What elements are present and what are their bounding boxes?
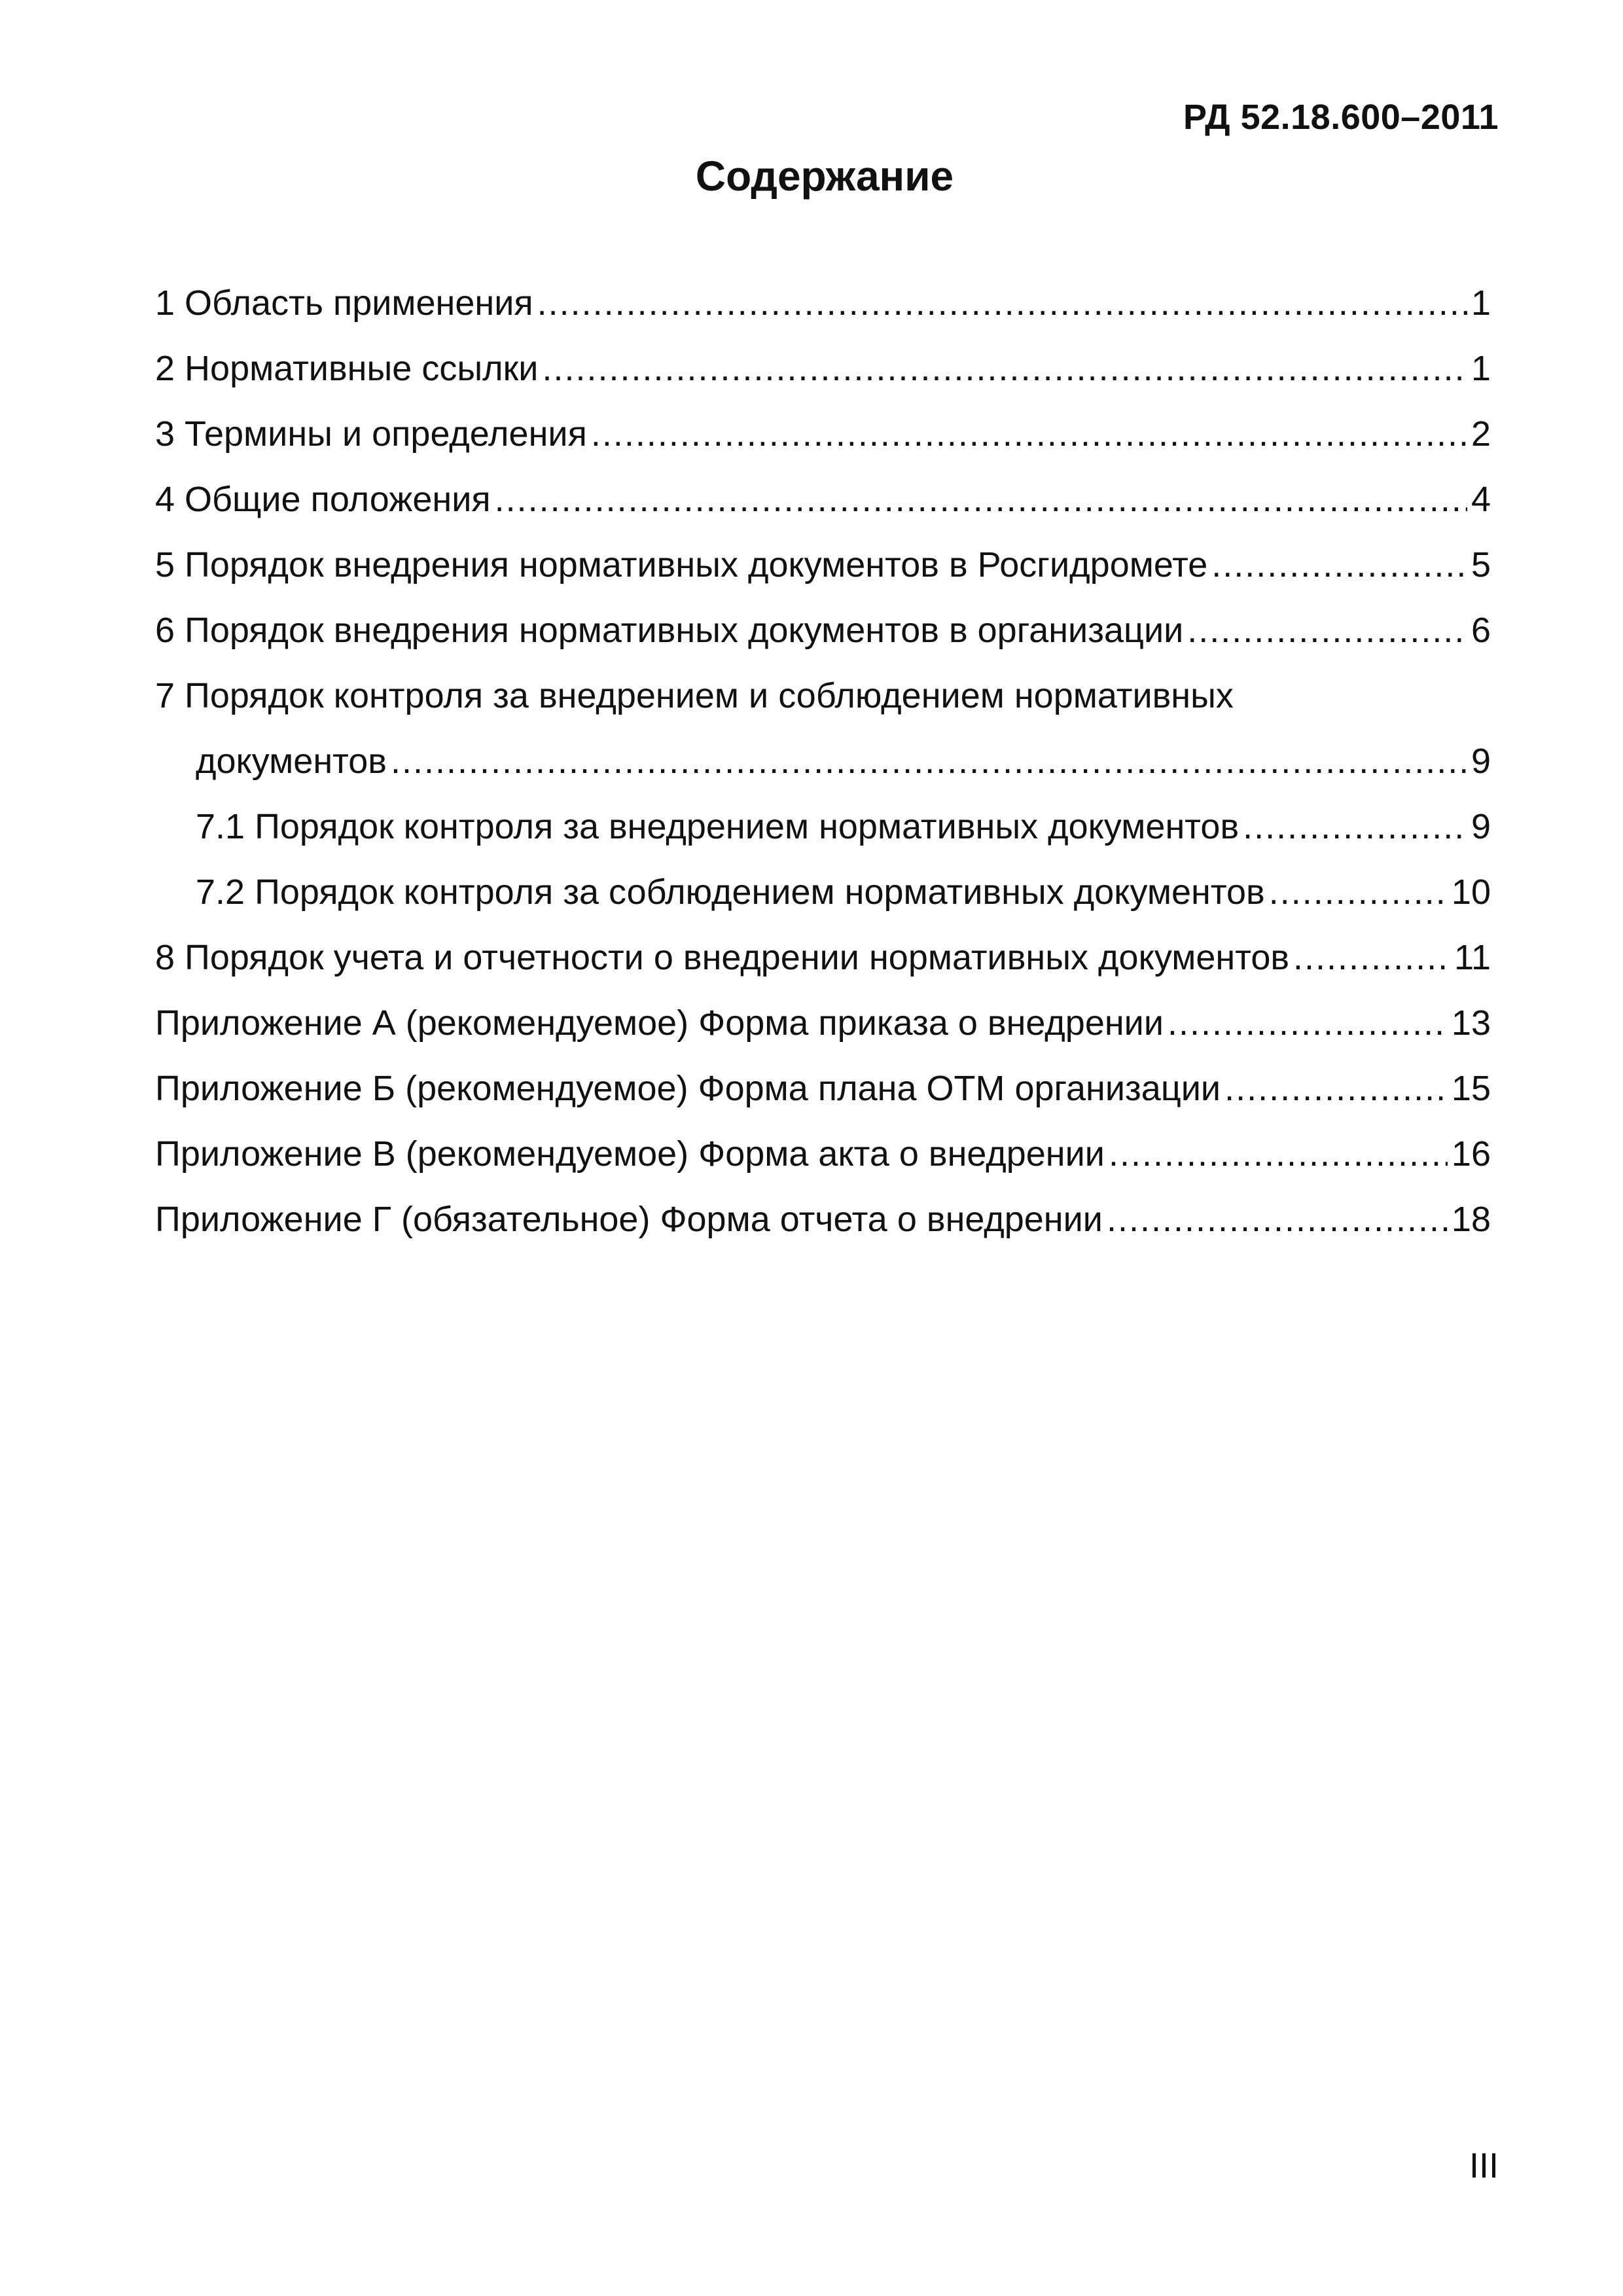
toc-entry[interactable] [155, 545, 1491, 610]
toc-entry-page: 9 [1471, 807, 1491, 846]
toc-entry[interactable] [155, 937, 1491, 1003]
dot-leader [1168, 1003, 1448, 1043]
toc-entry-label: 6 Порядок внедрения нормативных документов в организации [155, 611, 1184, 650]
toc-entry-label: 1 Область применения [155, 283, 533, 323]
dot-leader [542, 348, 1467, 389]
toc-entry[interactable] [155, 1134, 1491, 1199]
toc-entry-label: 8 Порядок учета и отчетности о внедрении нормативных документов [155, 938, 1290, 977]
toc-entry-label: 5 Порядок внедрения нормативных документов в Росгидромете [155, 545, 1208, 584]
toc-entry-label: 3 Термины и определения [155, 414, 587, 454]
toc-entry-page: 5 [1471, 545, 1491, 584]
toc-entry-page: 11 [1454, 938, 1491, 977]
toc-entry-label: Приложение В (рекомендуемое) Форма акта о внедрении [155, 1134, 1105, 1174]
toc-entry-page: 16 [1451, 1134, 1491, 1174]
toc-entry-page: 9 [1471, 742, 1491, 781]
toc-entry-page: 4 [1471, 480, 1491, 519]
dot-leader [1243, 806, 1467, 847]
toc-entry[interactable] [155, 479, 1491, 545]
dot-leader [1293, 937, 1450, 978]
toc-subentry[interactable] [155, 872, 1491, 937]
toc-subentry[interactable] [155, 806, 1491, 872]
dot-leader [1107, 1199, 1448, 1240]
page-number: III [1469, 2146, 1499, 2185]
dot-leader [1269, 872, 1448, 912]
toc-entry-label: 4 Общие положения [155, 480, 491, 519]
toc-entry[interactable] [155, 348, 1491, 414]
dot-leader [591, 414, 1467, 454]
dot-leader [391, 741, 1467, 781]
dot-leader [1211, 545, 1467, 585]
toc-entry[interactable] [155, 283, 1491, 348]
document-code: РД 52.18.600–2011 [1183, 98, 1499, 137]
toc-entry-label: 7.1 Порядок контроля за внедрением нормативных документов [196, 807, 1240, 846]
dot-leader [1187, 610, 1467, 651]
dot-leader [1109, 1134, 1448, 1174]
toc-entry[interactable] [155, 610, 1491, 675]
toc-entry[interactable] [155, 414, 1491, 479]
toc-entry-label-continued: документов [196, 742, 387, 781]
toc-entry-label: 7 Порядок контроля за внедрением и соблюдением нормативных [155, 676, 1234, 715]
toc-entry-page: 15 [1451, 1069, 1491, 1108]
toc-entry-page: 10 [1451, 872, 1491, 912]
toc-entry-page: 1 [1471, 349, 1491, 388]
dot-leader [1224, 1068, 1448, 1109]
toc-entry-page: 2 [1471, 414, 1491, 454]
toc-entry-label: 2 Нормативные ссылки [155, 349, 539, 388]
table-of-contents [155, 283, 1491, 1265]
toc-entry[interactable] [155, 1003, 1491, 1068]
toc-entry-label: Приложение Б (рекомендуемое) Форма плана ОТМ организации [155, 1069, 1221, 1108]
page-title: Содержание [695, 152, 954, 200]
toc-entry-page: 18 [1451, 1200, 1491, 1239]
toc-entry[interactable] [155, 675, 1491, 806]
toc-entry-page: 13 [1451, 1003, 1491, 1043]
toc-entry-label: 7.2 Порядок контроля за соблюдением нормативных документов [196, 872, 1265, 912]
toc-entry-page: 6 [1471, 611, 1491, 650]
toc-entry[interactable] [155, 1068, 1491, 1134]
toc-entry-label: Приложение А (рекомендуемое) Форма приказа о внедрении [155, 1003, 1164, 1043]
toc-entry[interactable] [155, 1199, 1491, 1265]
toc-entry-page: 1 [1471, 283, 1491, 323]
dot-leader [537, 283, 1467, 323]
toc-entry-label: Приложение Г (обязательное) Форма отчета о внедрении [155, 1200, 1103, 1239]
dot-leader [495, 479, 1467, 520]
